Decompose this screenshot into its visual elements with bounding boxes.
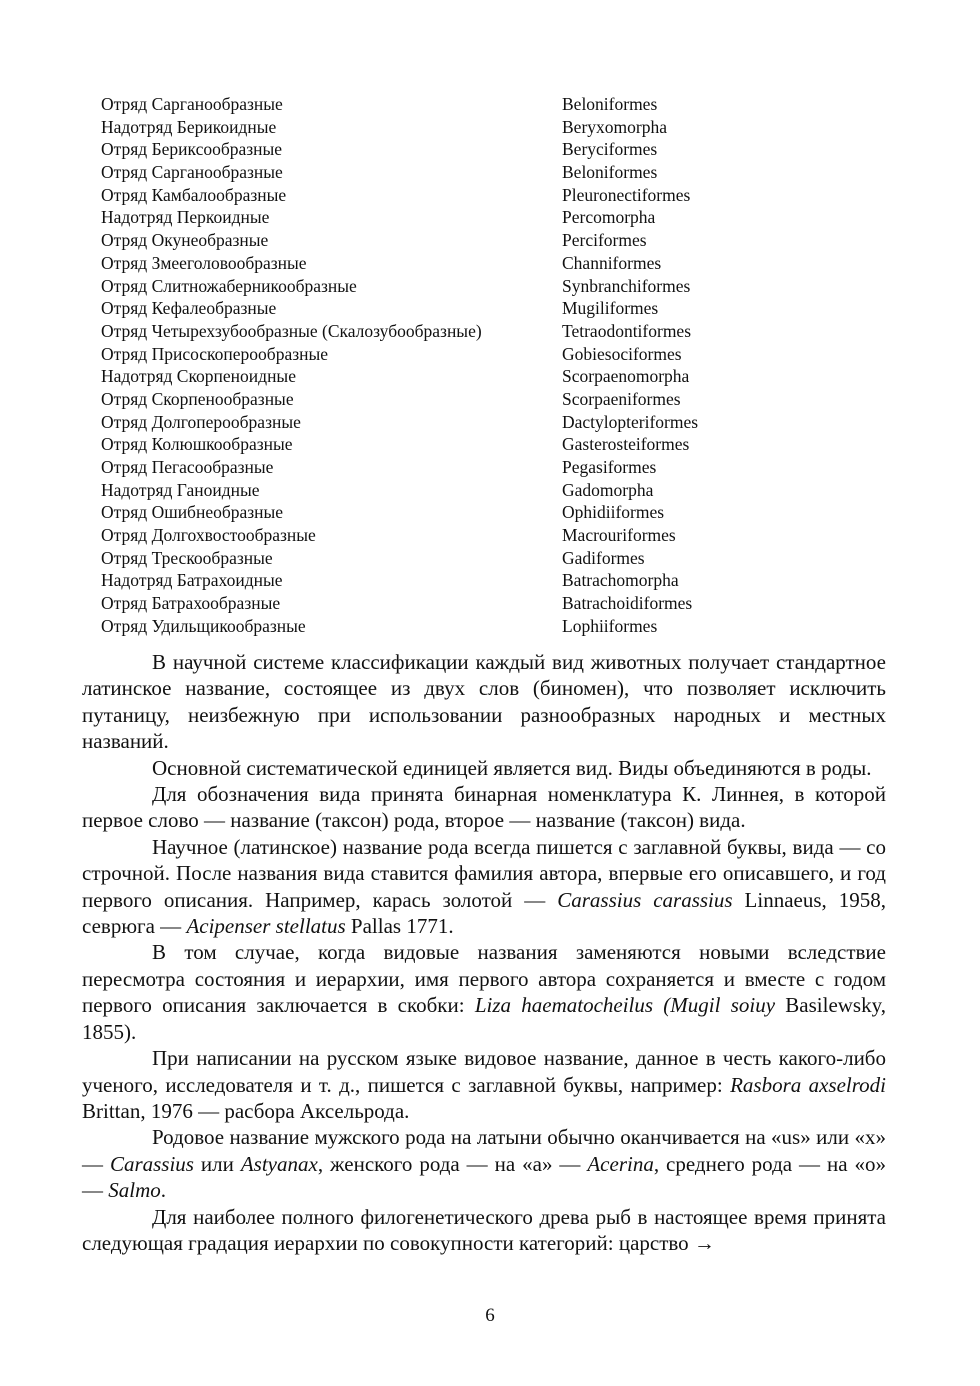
taxon-russian-name: Отряд Змееголовообразные (101, 252, 307, 273)
taxon-latin-name: Synbranchiformes (562, 275, 691, 296)
taxon-latin-name: Pleuronectiformes (562, 184, 691, 205)
taxon-russian-name: Надотряд Ганоидные (101, 479, 260, 500)
taxon-russian-name: Отряд Трескообразные (101, 547, 273, 568)
taxon-row (101, 206, 821, 229)
taxon-russian-name: Отряд Присоскоперообразные (101, 343, 329, 364)
taxon-row (101, 275, 821, 298)
taxon-russian-name: Отряд Скорпенообразные (101, 388, 294, 409)
taxon-russian-name: Отряд Колюшкообразные (101, 434, 293, 455)
taxon-latin-name: Batrachomorpha (562, 570, 679, 591)
taxon-latin-name: Scorpaenomorpha (562, 366, 690, 387)
taxon-russian-name: Отряд Бериксообразные (101, 139, 283, 160)
taxon-russian-name: Отряд Сарганообразные (101, 94, 283, 114)
taxon-latin-name: Gasterosteiformes (562, 434, 690, 455)
taxon-row (101, 456, 821, 479)
paragraph-linnaeus: Для обозначения вида принята бинарная номенклатура К. Линнея, в которой первое слово — название (таксон) рода, второе — название (таксон) вида. (82, 782, 886, 833)
taxon-russian-name: Отряд Долгоперообразные (101, 411, 301, 432)
taxon-latin-name: Pegasiformes (562, 457, 657, 477)
taxon-russian-name: Отряд Четырехзубообразные (Скалозубообразные) (101, 320, 482, 341)
taxon-latin-name: Channiformes (562, 252, 662, 273)
taxon-row (101, 184, 821, 207)
taxon-row (101, 479, 821, 502)
taxon-russian-name: Отряд Сарганообразные (101, 162, 283, 183)
paragraph-hierarchy: Для наиболее полного филогенетического древа рыб в настоящее время принята следующая градация иерархии по совокупности категорий: царство → (82, 1204, 886, 1255)
taxon-row (101, 229, 821, 252)
taxon-latin-name: Gobiesociformes (562, 343, 682, 364)
taxon-latin-name: Mugiliformes (562, 298, 659, 319)
taxon-russian-name: Надотряд Скорпеноидные (101, 366, 296, 387)
taxon-latin-name: Beryxomorpha (562, 116, 667, 137)
page-number: 6 (485, 1305, 495, 1326)
taxonomy-list (101, 93, 821, 638)
taxon-row (101, 433, 821, 456)
taxon-russian-name: Отряд Батрахообразные (101, 593, 281, 614)
taxon-latin-name: Tetraodontiformes (562, 320, 692, 341)
taxon-row (101, 365, 821, 388)
taxon-row (101, 320, 821, 343)
taxon-russian-name: Отряд Долгохвостообразные (101, 525, 316, 546)
taxon-russian-name: Отряд Удильщикообразные (101, 615, 306, 636)
taxon-row (101, 411, 821, 434)
taxon-latin-name: Scorpaeniformes (562, 388, 681, 409)
paragraph-species-unit: Основной систематической единицей является вид. Виды объединяются в роды. (152, 755, 872, 780)
taxon-latin-name: Beloniformes (562, 162, 658, 183)
paragraph-russian-names: При написании на русском языке видовое название, данное в честь какого-либо ученого, исследователя и т. д., пишется с заглавной буквы, например: Rasbora axselrodi Brittan, 1976 — расбора Аксельрода. (82, 1046, 886, 1123)
taxon-latin-name: Gadiformes (562, 547, 645, 568)
taxon-row (101, 93, 821, 116)
taxon-row (101, 524, 821, 547)
taxon-row (101, 297, 821, 320)
taxon-latin-name: Perciformes (562, 230, 647, 251)
taxon-row (101, 116, 821, 139)
body-text (82, 649, 886, 1256)
taxon-row (101, 569, 821, 592)
taxon-russian-name: Отряд Камбалообразные (101, 184, 287, 205)
paragraph-renaming: В том случае, когда видовые названия заменяются новыми вследствие пересмотра состояния и иерархии, имя первого автора сохраняется и вместе с годом первого описания заключается в скобки: Liza haematocheilus (Mugil soiuy Basilewsky, 1855). (82, 940, 886, 1044)
taxon-row (101, 343, 821, 366)
taxon-row (101, 138, 821, 161)
taxon-latin-name: Macrouriformes (562, 525, 676, 546)
paragraph-naming-rules: Научное (латинское) название рода всегда пишется с заглавной буквы, вида — со строчной. После названия вида ставится фамилия автора, впервые его описавшего, и год первого описания. Например, карась золотой — Carassius carassius Linnaeus, 1958, севрюга — Acipenser stellatus Pallas 1771. (82, 834, 886, 939)
taxon-latin-name: Lophiiformes (562, 615, 658, 636)
taxon-row (101, 501, 821, 524)
taxon-russian-name: Отряд Пегасообразные (101, 457, 274, 477)
taxon-russian-name: Отряд Слитножаберникообразные (101, 275, 357, 296)
taxon-latin-name: Dactylopteriformes (562, 411, 699, 432)
taxon-row (101, 388, 821, 411)
taxon-russian-name: Отряд Кефалеобразные (101, 298, 277, 319)
taxon-row (101, 252, 821, 275)
taxon-row (101, 592, 821, 615)
taxon-russian-name: Надотряд Берикоидные (101, 116, 277, 137)
taxon-latin-name: Batrachoidiformes (562, 593, 693, 614)
taxon-latin-name: Percomorpha (562, 207, 656, 228)
taxon-russian-name: Надотряд Перкоидные (101, 207, 270, 228)
paragraph-gender-endings: Родовое название мужского рода на латыни обычно оканчивается на «us» или «x» — Carassius или Astyanax, женского рода — на «a» — Acerina, среднего рода — на «o» — Salmo. (82, 1125, 886, 1203)
taxon-russian-name: Надотряд Батрахоидные (101, 570, 283, 591)
taxon-russian-name: Отряд Окунеобразные (101, 230, 269, 251)
paragraph-binomen: В научной системе классификации каждый вид животных получает стандартное латинское название, состоящее из двух слов (биномен), что позволяет исключить путаницу, неизбежную при использовании разнообразных народных и местных названий. (82, 650, 886, 754)
taxon-row (101, 615, 821, 638)
taxon-latin-name: Ophidiiformes (562, 502, 665, 523)
taxon-latin-name: Gadomorpha (562, 479, 654, 500)
taxon-row (101, 547, 821, 570)
taxon-russian-name: Отряд Ошибнеобразные (101, 502, 284, 523)
taxon-row (101, 161, 821, 184)
taxon-latin-name: Beloniformes (562, 94, 658, 114)
taxon-latin-name: Beryciformes (562, 139, 658, 160)
